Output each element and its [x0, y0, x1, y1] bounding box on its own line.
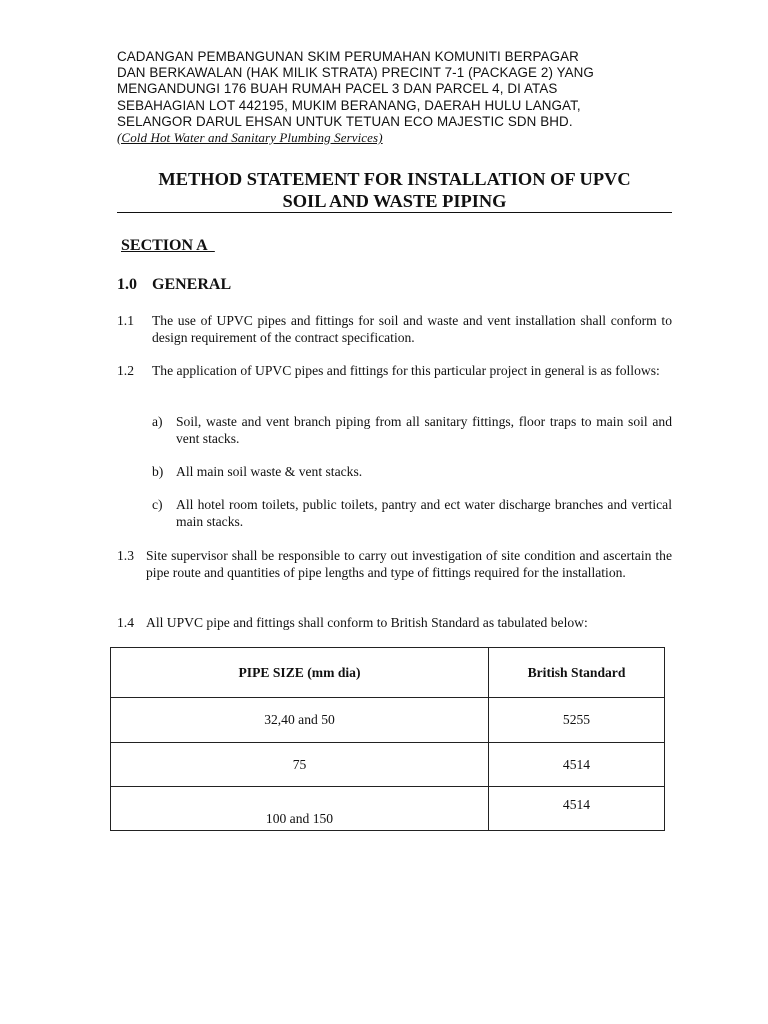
clause-number: 1.4 — [117, 615, 134, 630]
clause-number: 1.1 — [117, 313, 134, 328]
subitem-letter: a) — [152, 414, 163, 429]
clause-1-4 — [117, 614, 672, 631]
header-line: CADANGAN PEMBANGUNAN SKIM PERUMAHAN KOMUNITI BERPAGAR — [117, 49, 579, 64]
clause-text: All UPVC pipe and fittings shall conform to British Standard as tabulated below: — [146, 615, 588, 630]
section-label: SECTION A — [121, 237, 215, 254]
subitem-a — [152, 413, 672, 447]
heading-text: GENERAL — [152, 276, 232, 293]
pipe-size-cell: 32,40 and 50 — [111, 698, 489, 743]
column-header-pipe-size: PIPE SIZE (mm dia) — [111, 648, 489, 698]
document-title — [117, 168, 672, 212]
subitem-letter: c) — [152, 497, 163, 512]
clause-1-2 — [117, 362, 672, 379]
header-line: SEBAHAGIAN LOT 442195, MUKIM BERANANG, DAERAH HULU LANGAT, — [117, 97, 581, 113]
heading-number: 1.0 — [117, 276, 137, 293]
header-line: SELANGOR DARUL EHSAN UNTUK TETUAN ECO MAJESTIC SDN BHD. — [117, 113, 573, 129]
title-line-2: SOIL AND WASTE PIPING — [282, 191, 507, 211]
standard-value: 4514 — [562, 796, 591, 812]
column-header-british-standard: British Standard — [489, 648, 665, 698]
subitem-b — [152, 463, 672, 480]
header-subtitle: (Cold Hot Water and Sanitary Plumbing Services) — [117, 130, 383, 146]
subitem-text: All hotel room toilets, public toilets, pantry and ect water discharge branches and vertical main stacks. — [176, 497, 672, 529]
title-line-1: METHOD STATEMENT FOR INSTALLATION OF UPVC — [158, 169, 631, 189]
standard-cell — [489, 787, 665, 831]
clause-text: The use of UPVC pipes and fittings for soil and waste and vent installation shall conform to design requirement of the contract specification. — [152, 313, 672, 345]
subitem-c — [152, 496, 672, 530]
pipe-size-cell — [111, 787, 489, 831]
pipe-size-cell: 75 — [111, 743, 489, 787]
clause-number: 1.3 — [117, 548, 134, 563]
table-row — [111, 787, 665, 831]
table-row — [111, 698, 665, 743]
general-heading — [117, 276, 231, 294]
clause-1-1 — [117, 312, 672, 346]
clause-1-3 — [117, 547, 672, 581]
subitem-letter: b) — [152, 464, 164, 479]
clause-text: The application of UPVC pipes and fittings for this particular project in general is as follows: — [152, 363, 660, 378]
clause-number: 1.2 — [117, 363, 134, 378]
subitem-text: Soil, waste and vent branch piping from all sanitary fittings, floor traps to main soil and vent stacks. — [176, 414, 672, 446]
pipe-size-value: 100 and 150 — [265, 810, 334, 826]
header-line: MENGANDUNGI 176 BUAH RUMAH PACEL 3 DAN PARCEL 4, DI ATAS — [117, 81, 558, 97]
subitem-text: All main soil waste & vent stacks. — [176, 464, 363, 479]
british-standard-table — [110, 647, 665, 831]
project-header — [117, 49, 677, 146]
table-row — [111, 743, 665, 787]
clause-text: Site supervisor shall be responsible to carry out investigation of site condition and ascertain the pipe route and quantities of pipe lengths and type of fittings required for the installation. — [146, 548, 672, 580]
header-line: DAN BERKAWALAN (HAK MILIK STRATA) PRECINT 7-1 (PACKAGE 2) YANG — [117, 65, 594, 81]
standard-cell: 4514 — [489, 743, 665, 787]
title-divider — [117, 212, 672, 213]
standard-cell: 5255 — [489, 698, 665, 743]
table-header-row — [111, 648, 665, 698]
